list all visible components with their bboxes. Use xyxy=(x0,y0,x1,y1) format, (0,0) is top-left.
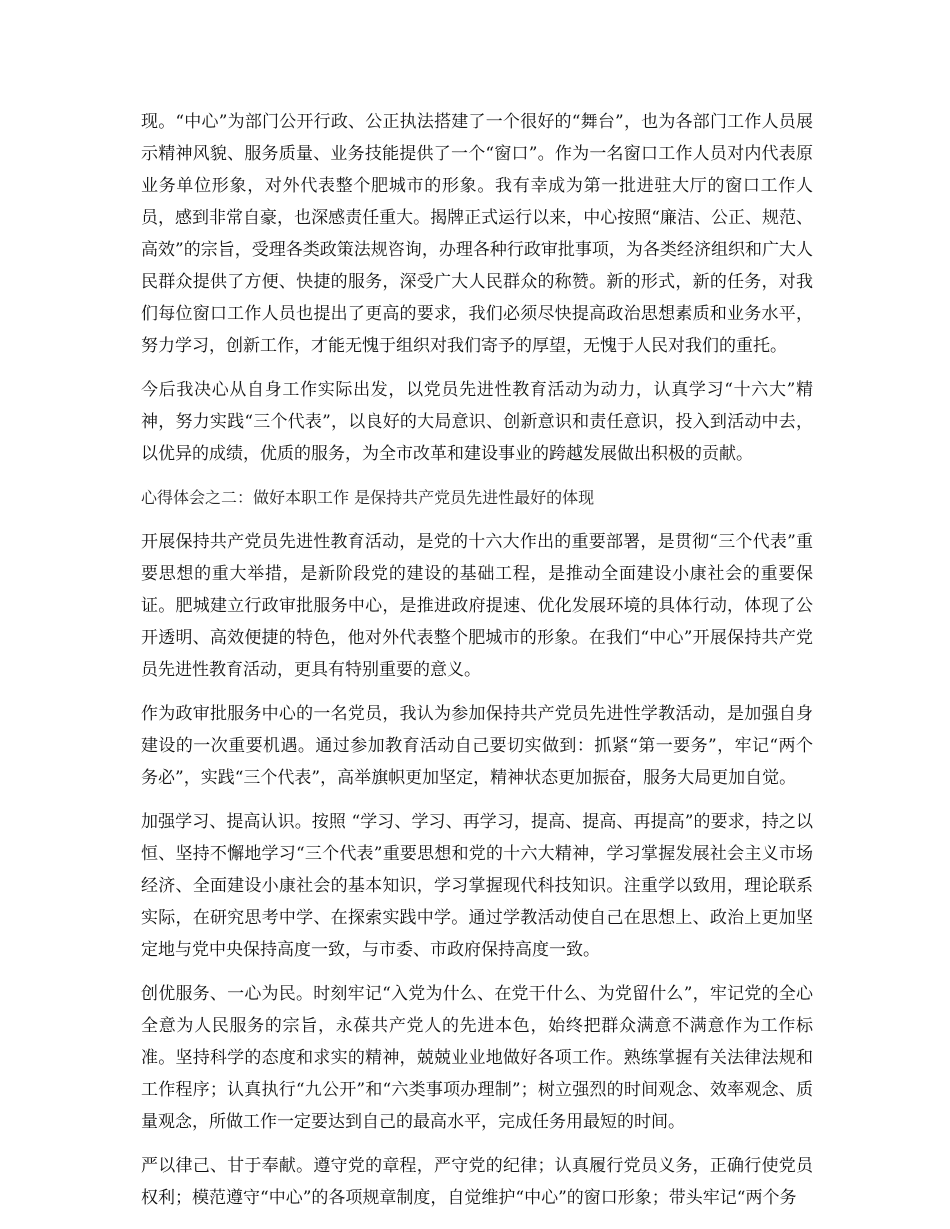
paragraph-resolution: 今后我决心从自身工作实际出发，以党员先进性教育活动为动力，认真学习“十六大”精神，努力实践“三个代表”，以良好的大局意识、创新意识和责任意识，投入到活动中去，以优异的成绩，优质的服务，为全市改革和建设事业的跨越发展做出积极的贡献。 xyxy=(141,380,813,464)
paragraph-party-member: 作为政审批服务中心的一名党员，我认为参加保持共产党员先进性学教活动，是加强自身建设的一次重要机遇。通过参加教育活动自己要切实做到：抓紧“第一要务”，牢记“两个务必”，实践“三个代表”，高举旗帜更加坚定，精神状态更加振奋，服务大局更加自觉。 xyxy=(141,704,813,788)
section-heading: 心得体会之二：做好本职工作 是保持共产党员先进性最好的体现 xyxy=(141,488,595,507)
paragraph-service: 创优服务、一心为民。时刻牢记“入党为什么、在党干什么、为党留什么”，牢记党的全心全意为人民服务的宗旨，永葆共产党人的先进本色，始终把群众满意不满意作为工作标准。坚持科学的态度和求实的精神，兢兢业业地做好各项工作。熟练掌握有关法律法规和工作程序；认真执行“九公开”和“六类事项办理制”；树立强烈的时间观念、效率观念、质量观念，所做工作一定要达到自己的最高水平，完成任务用最短的时间。 xyxy=(141,984,813,1132)
document-page xyxy=(141,106,813,1226)
paragraph-window-role: 现。“中心”为部门公开行政、公正执法搭建了一个很好的“舞台”，也为各部门工作人员展示精神风貌、服务质量、业务技能提供了一个“窗口”。作为一名窗口工作人员对内代表原业务单位形象，对外代表整个肥城市的形象。我有幸成为第一批进驻大厅的窗口工作人员，感到非常自豪，也深感责任重大。揭牌正式运行以来，中心按照“廉洁、公正、规范、高效”的宗旨，受理各类政策法规咨询，办理各种行政审批事项，为各类经济组织和广大人民群众提供了方便、快捷的服务，深受广大人民群众的称赞。新的形式，新的任务，对我们每位窗口工作人员也提出了更高的要求，我们必须尽快提高政治思想素质和业务水平，努力学习，创新工作，才能无愧于组织对我们寄予的厚望，无愧于人民对我们的重托。 xyxy=(141,112,813,356)
paragraph-discipline: 严以律己、甘于奉献。遵守党的章程，严守党的纪律；认真履行党员义务，正确行使党员权利；模范遵守“中心”的各项规章制度，自觉维护“中心”的窗口形象；带头牢记“两个务 xyxy=(141,1156,813,1208)
paragraph-study: 加强学习、提高认识。按照 “学习、学习、再学习，提高、提高、再提高”的要求，持之以恒、坚持不懈地学习“三个代表”重要思想和党的十六大精神，学习掌握发展社会主义市场经济、全面建设小康社会的基本知识，学习掌握现代科技知识。注重学以致用，理论联系实际，在研究思考中学、在探索实践中学。通过学教活动使自己在思想上、政治上更加坚定地与党中央保持高度一致，与市委、市政府保持高度一致。 xyxy=(141,812,813,960)
paragraph-education-activity: 开展保持共产党员先进性教育活动，是党的十六大作出的重要部署，是贯彻“三个代表”重要思想的重大举措，是新阶段党的建设的基础工程，是推动全面建设小康社会的重要保证。肥城建立行政审批服务中心，是推进政府提速、优化发展环境的具体行动，体现了公开透明、高效便捷的特色，他对外代表整个肥城市的形象。在我们“中心”开展保持共产党员先进性教育活动，更具有特别重要的意义。 xyxy=(141,532,813,680)
